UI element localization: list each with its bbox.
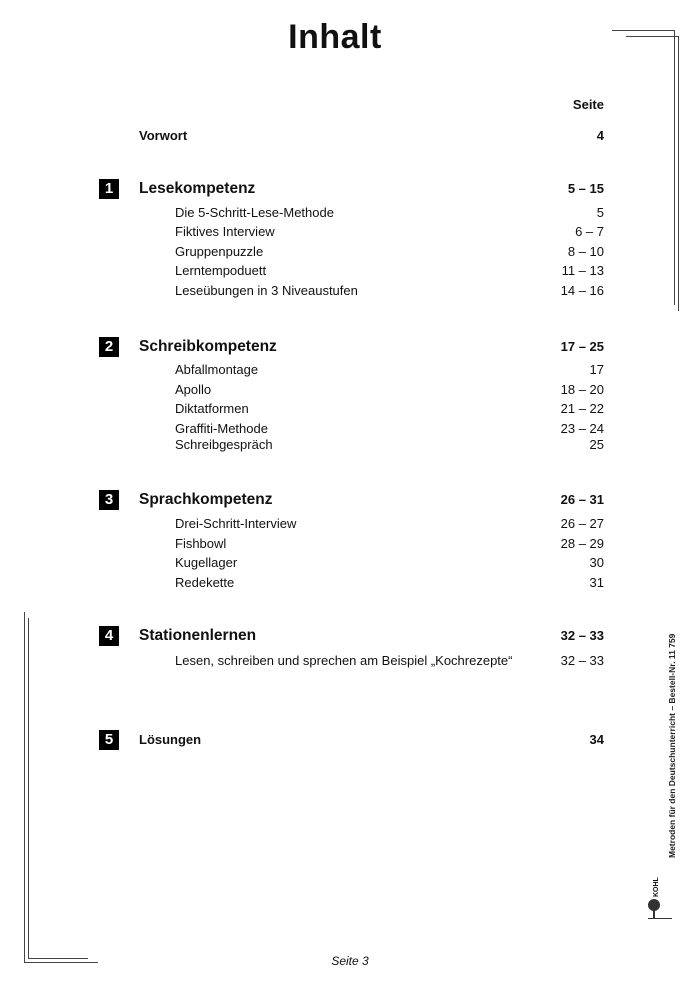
toc-item[interactable]	[175, 555, 604, 570]
chapter-title: Lesekompetenz	[139, 180, 256, 197]
toc-item[interactable]	[175, 575, 604, 590]
page-footer: Seite 3	[331, 954, 369, 968]
toc-item[interactable]	[175, 205, 604, 220]
publisher-logo-text: KOHL	[653, 877, 660, 897]
chapter-title: Lösungen	[139, 732, 202, 747]
toc-item[interactable]	[175, 437, 604, 452]
toc-page: 5	[596, 205, 604, 220]
toc-label: Lerntempoduett	[175, 263, 267, 278]
toc-page: 32 – 33	[560, 653, 604, 668]
toc-item[interactable]	[175, 536, 604, 551]
toc-item[interactable]	[175, 653, 604, 668]
toc-page: 31	[589, 575, 604, 590]
toc-label: Fiktives Interview	[175, 224, 275, 239]
toc-page: 26 – 27	[560, 516, 604, 531]
toc-page: 6 – 7	[575, 224, 604, 239]
chapter-number-badge: 3	[99, 490, 119, 510]
toc-item[interactable]	[175, 244, 604, 259]
chapter-title: Schreibkompetenz	[139, 338, 277, 355]
toc-page: 11 – 13	[561, 263, 604, 278]
chapter-pages: 5 – 15	[567, 181, 604, 196]
frame-bottom-left-v2	[28, 618, 29, 958]
toc-item[interactable]	[175, 516, 604, 531]
toc-label: Die 5-Schritt-Lese-Methode	[175, 205, 334, 220]
chapter-title: Sprachkompetenz	[139, 491, 273, 508]
toc-page: 28 – 29	[560, 536, 604, 551]
chapter-number-badge: 2	[99, 337, 119, 357]
toc-chapter-3[interactable]	[139, 491, 604, 509]
toc-chapter-4[interactable]	[139, 627, 604, 645]
chapter-pages: 32 – 33	[560, 628, 604, 643]
toc-item[interactable]	[175, 382, 604, 397]
toc-page: 30	[589, 555, 604, 570]
frame-bottom-left-v1	[24, 612, 25, 962]
tree-icon	[646, 896, 674, 922]
toc-item[interactable]	[175, 263, 604, 278]
toc-label: Abfallmontage	[175, 362, 259, 377]
publisher-logo	[646, 877, 674, 927]
frame-top-right-h2	[626, 36, 678, 37]
chapter-number-badge: 5	[99, 730, 119, 750]
side-imprint: Metroden für den Deutschunterricht – Bestell-Nr. 11 759	[667, 633, 677, 858]
toc-chapter-1[interactable]	[139, 180, 604, 198]
toc-item[interactable]	[175, 421, 604, 436]
toc-page: 8 – 10	[567, 244, 604, 259]
toc-label: Schreibgespräch	[175, 437, 273, 452]
toc-label: Drei-Schritt-Interview	[175, 516, 297, 531]
chapter-title: Stationenlernen	[139, 627, 257, 644]
toc-item[interactable]	[175, 283, 604, 298]
chapter-number-badge: 1	[99, 179, 119, 199]
chapter-pages: 26 – 31	[560, 492, 604, 507]
toc-item[interactable]	[175, 224, 604, 239]
toc-label: Redekette	[175, 575, 235, 590]
frame-top-right-v1	[674, 30, 675, 305]
toc-label: Apollo	[175, 382, 212, 397]
toc-page: 23 – 24	[560, 421, 604, 436]
toc-page: 25	[589, 437, 604, 452]
toc-label: Fishbowl	[175, 536, 227, 551]
toc-page: 21 – 22	[560, 401, 604, 416]
page-column-header: Seite	[572, 97, 604, 112]
chapter-number-badge: 4	[99, 626, 119, 646]
chapter-pages: 17 – 25	[560, 339, 604, 354]
toc-page: 14 – 16	[560, 283, 604, 298]
frame-top-right-h1	[612, 30, 674, 31]
toc-label: Lesen, schreiben und sprechen am Beispiel „Kochrezepte“	[175, 653, 513, 668]
toc-label: Graffiti-Methode	[175, 421, 268, 436]
toc-page: 4	[596, 128, 604, 143]
toc-chapter-2[interactable]	[139, 338, 604, 356]
chapter-pages: 34	[589, 732, 604, 747]
toc-page: 18 – 20	[560, 382, 604, 397]
page-title: Inhalt	[288, 18, 382, 56]
toc-chapter-5[interactable]	[139, 732, 604, 747]
toc-item[interactable]	[175, 401, 604, 416]
toc-page: 17	[589, 362, 604, 377]
toc-label: Leseübungen in 3 Niveaustufen	[175, 283, 358, 298]
toc-label: Vorwort	[139, 128, 188, 143]
toc-label: Gruppenpuzzle	[175, 244, 264, 259]
toc-item[interactable]	[175, 362, 604, 377]
toc-label: Diktatformen	[175, 401, 249, 416]
toc-label: Kugellager	[175, 555, 238, 570]
toc-entry-preface[interactable]	[139, 128, 604, 143]
frame-top-right-v2	[678, 36, 679, 311]
